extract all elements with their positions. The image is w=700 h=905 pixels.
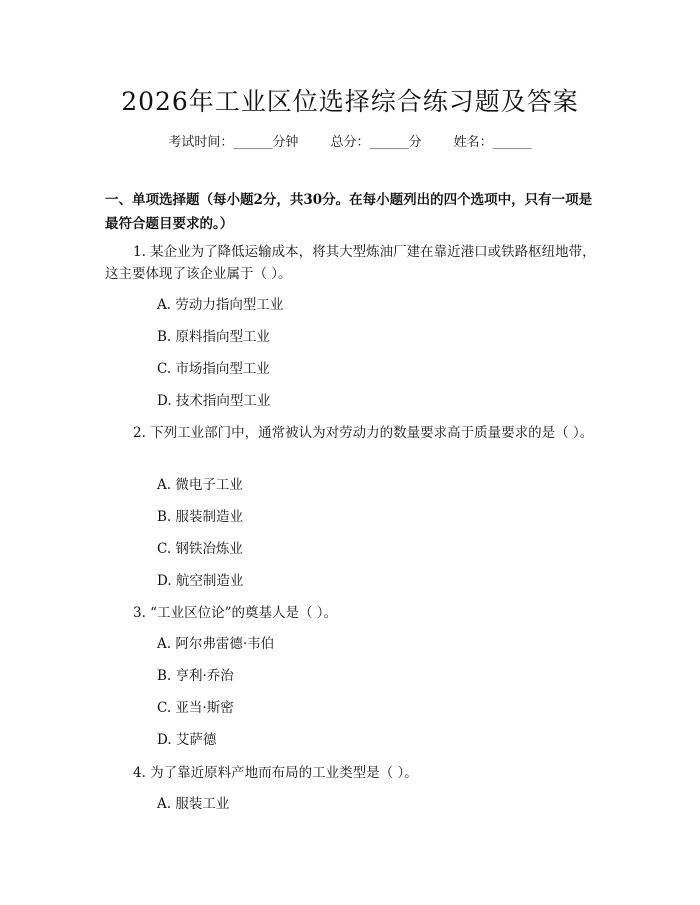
exam-time-field: 考试时间：______分钟: [168, 135, 299, 150]
question-2-text: 2. 下列工业部门中，通常被认为对劳动力的数量要求高于质量要求的是（ ）。: [133, 425, 594, 441]
question-1-option-c: C. 市场指向型工业: [157, 361, 270, 377]
student-name-field: 姓名：______: [453, 135, 532, 150]
total-score-field: 总分：______分: [330, 135, 422, 150]
question-3-option-d: D. 艾萨德: [157, 732, 217, 748]
question-4-option-a: A. 服装工业: [157, 796, 230, 812]
question-1-option-b: B. 原料指向型工业: [157, 329, 271, 345]
question-2-option-b: B. 服装制造业: [157, 509, 244, 525]
question-3-option-a: A. 阿尔弗雷德·韦伯: [157, 636, 275, 652]
question-3-option-c: C. 亚当·斯密: [157, 700, 234, 716]
question-4-text: 4. 为了靠近原料产地而布局的工业类型是（ ）。: [133, 765, 418, 781]
section-heading: 一、单项选择题（每小题2分，共30分。在每小题列出的四个选项中，只有一项是最符合题目要求的。）: [105, 192, 593, 232]
question-3-option-b: B. 亨利·乔治: [157, 668, 234, 684]
exam-info-line: [0, 131, 700, 150]
question-1-option-d: D. 技术指向型工业: [157, 393, 271, 409]
question-1-option-a: A. 劳动力指向型工业: [157, 297, 284, 313]
question-2-option-d: D. 航空制造业: [157, 573, 244, 589]
question-3-text: 3. “工业区位论”的奠基人是（ ）。: [133, 605, 338, 621]
question-2-option-c: C. 钢铁冶炼业: [157, 541, 243, 557]
document-title: 2026年工业区位选择综合练习题及答案: [121, 87, 579, 116]
question-2-option-a: A. 微电子工业: [157, 477, 243, 493]
question-1-text: 1. 某企业为了降低运输成本，将其大型炼油厂建在靠近港口或铁路枢纽地带，这主要体现了该企业属于（ ）。: [105, 244, 596, 282]
